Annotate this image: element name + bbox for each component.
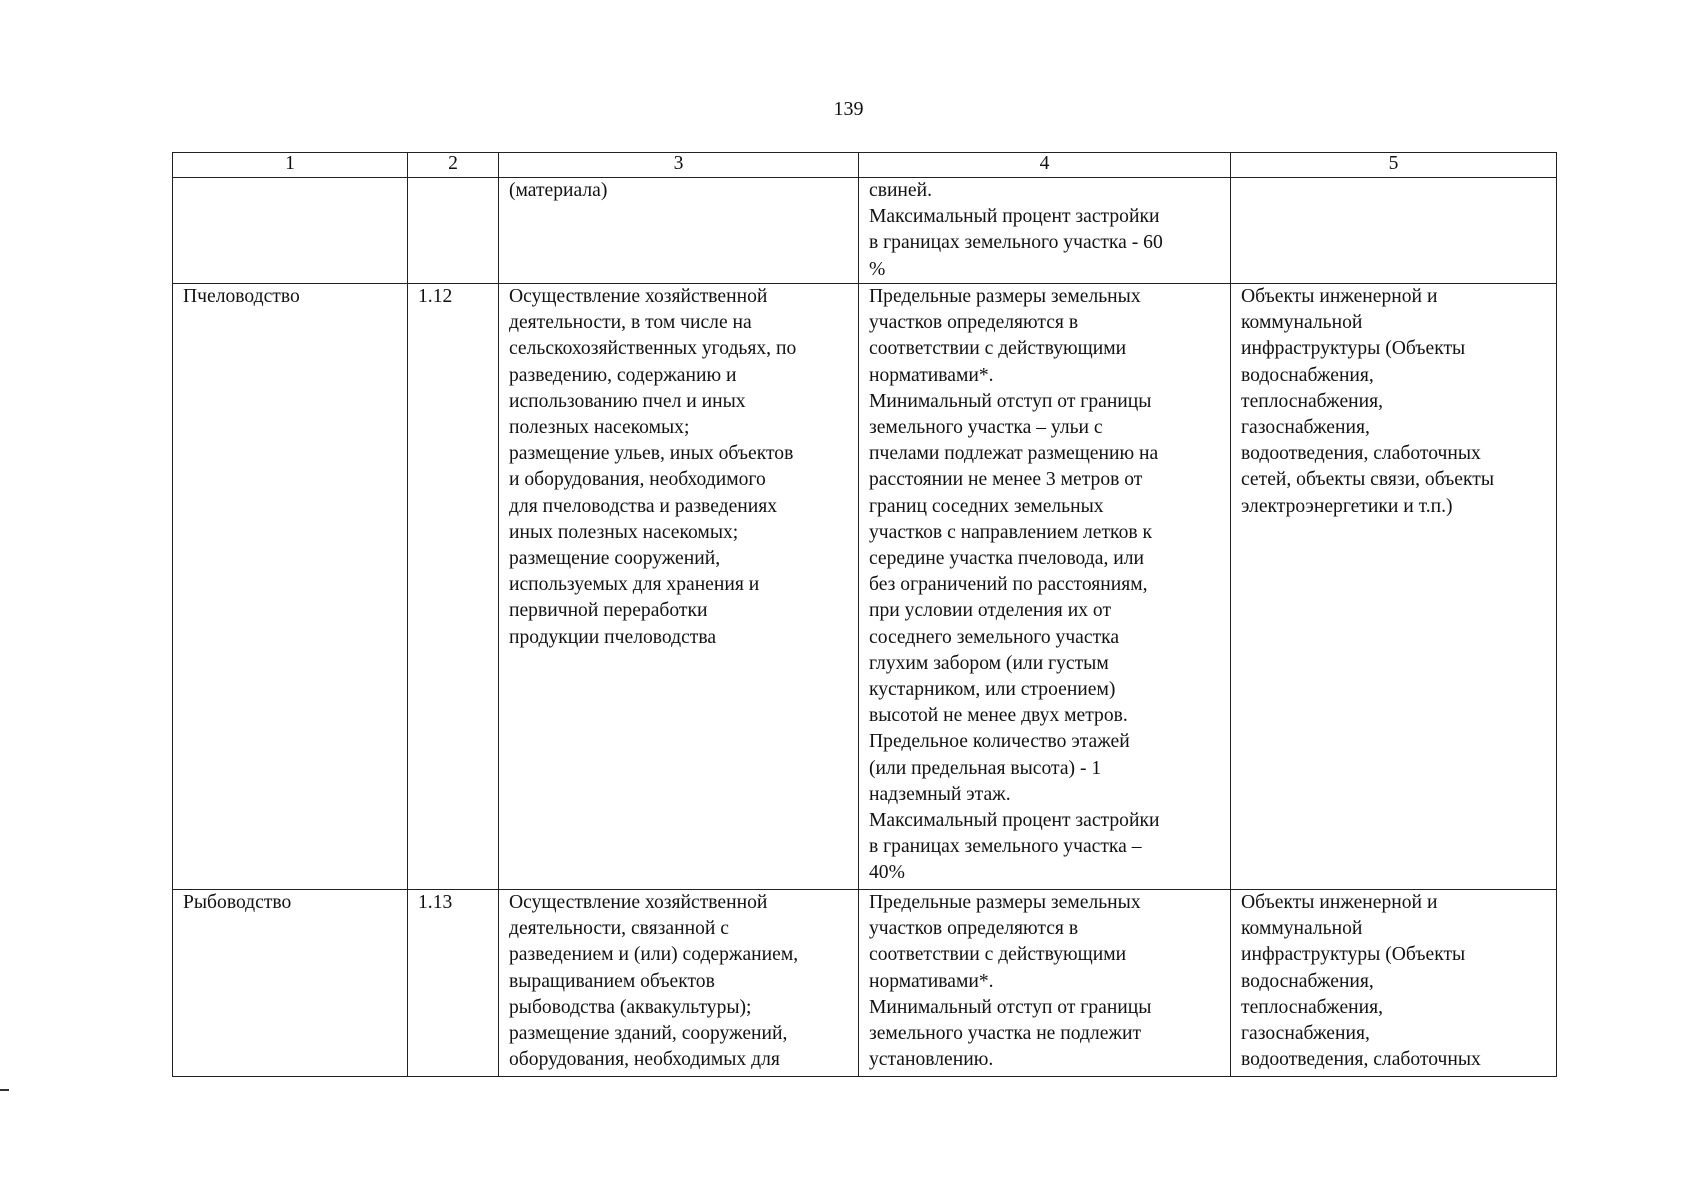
cell-text-line: участков определяются в — [869, 312, 1079, 334]
cell-text-line: соседнего земельного участка — [869, 626, 1120, 648]
cell-text-line: Максимальный процент застройки — [869, 206, 1160, 228]
cell-text-line: водоснабжения, — [1241, 970, 1374, 992]
cell-text-line: установлению. — [869, 1049, 994, 1071]
cell-text-line: соответствии с действующими — [869, 944, 1127, 966]
cell-text-line: размещение зданий, сооружений, — [509, 1023, 788, 1045]
cell-text-line: водоотведения, слаботочных — [1241, 1049, 1481, 1071]
cell-text-line: расстоянии не менее 3 метров от — [869, 469, 1143, 491]
land-use-description — [499, 284, 859, 890]
cell-text-line: Минимальный отступ от границы — [869, 996, 1152, 1018]
cell-text-line: нормативами*. — [869, 970, 994, 992]
land-use-name — [173, 284, 408, 890]
column-header: 4 — [859, 153, 1231, 178]
cell-text-line: границ соседних земельных — [869, 495, 1104, 517]
cell-text-line: Максимальный процент застройки — [869, 810, 1160, 832]
cell-text-line: разведению, содержанию и — [509, 364, 737, 386]
cell-text-line: размещение ульев, иных объектов — [509, 443, 794, 465]
cell-text-line: оборудования, необходимых для — [509, 1049, 780, 1071]
cell-text-line: Осуществление хозяйственной — [509, 286, 768, 307]
cell-text-line: высотой не менее двух метров. — [869, 705, 1128, 727]
cell-text-line: Объекты инженерной и — [1241, 286, 1438, 307]
cell-text-line: Предельные размеры земельных — [869, 892, 1141, 913]
land-use-name — [173, 178, 408, 284]
table-body — [173, 178, 1557, 1077]
table-row — [173, 284, 1557, 890]
cell-text-line: в границах земельного участка – — [869, 836, 1142, 858]
cell-text-line: деятельности, в том числе на — [509, 312, 752, 334]
cell-text-line: рыбоводства (аквакультуры); — [509, 996, 752, 1018]
cell-text-line: инфраструктуры (Объекты — [1241, 338, 1466, 360]
cell-text-line: разведением и (или) содержанием, — [509, 944, 799, 966]
cell-text-line: для пчеловодства и разведениях — [509, 495, 778, 517]
column-header: 1 — [173, 153, 408, 178]
cell-text-line: надземный этаж. — [869, 783, 1011, 805]
cell-text-line: сельскохозяйственных угодьях, по — [509, 338, 797, 360]
column-header: 5 — [1231, 153, 1557, 178]
cell-text-line: пчелами подлежат размещению на — [869, 443, 1159, 465]
land-use-code — [408, 178, 499, 284]
cell-text-line: земельного участка не подлежит — [869, 1023, 1142, 1045]
cell-text-line: (материала) — [509, 180, 608, 201]
cell-text-line: сетей, объекты связи, объекты — [1241, 469, 1494, 491]
land-use-infrastructure — [1231, 178, 1557, 284]
cell-text-line: газоснабжения, — [1241, 417, 1370, 439]
cell-text-line: Минимальный отступ от границы — [869, 390, 1152, 412]
cell-text-line: при условии отделения их от — [869, 600, 1112, 622]
cell-text-line: продукции пчеловодства — [509, 626, 717, 648]
cell-text-line: кустарником, или строением) — [869, 679, 1116, 701]
land-use-infrastructure — [1231, 890, 1557, 1077]
cell-text-line: полезных насекомых; — [509, 417, 690, 439]
cell-text-line: инфраструктуры (Объекты — [1241, 944, 1466, 966]
cell-text-line: свиней. — [869, 180, 933, 201]
regulations-table — [172, 152, 1557, 1077]
land-use-description — [499, 178, 859, 284]
cell-text-line: Предельные размеры земельных — [869, 286, 1141, 307]
cell-text-line: Осуществление хозяйственной — [509, 892, 768, 913]
cell-text-line: и оборудования, необходимого — [509, 469, 766, 491]
table-row — [173, 178, 1557, 284]
cell-text-line: глухим забором (или густым — [869, 652, 1109, 674]
land-use-name — [173, 890, 408, 1077]
cell-text-line: участков определяются в — [869, 918, 1079, 940]
cell-text-line: нормативами*. — [869, 364, 994, 386]
cell-text-line: использованию пчел и иных — [509, 390, 746, 412]
cell-text-line: теплоснабжения, — [1241, 996, 1384, 1018]
cell-text-line: электроэнергетики и т.п.) — [1241, 495, 1453, 517]
cell-text-line: (или предельная высота) - 1 — [869, 757, 1102, 779]
table-row — [173, 890, 1557, 1077]
cell-text-line: в границах земельного участка - 60 — [869, 232, 1163, 254]
cell-text-line: выращиванием объектов — [509, 970, 715, 992]
table-header-row — [173, 153, 1557, 178]
land-use-parameters — [859, 890, 1231, 1077]
cell-text-line: без ограничений по расстояниям, — [869, 574, 1148, 596]
cell-text-line: % — [869, 258, 886, 280]
cell-text-line: используемых для хранения и — [509, 574, 760, 596]
cell-text-line: газоснабжения, — [1241, 1023, 1370, 1045]
cell-text-line: размещение сооружений, — [509, 548, 721, 570]
cell-text-line: Объекты инженерной и — [1241, 892, 1438, 913]
page-number: 139 — [833, 98, 864, 120]
cell-text: 1.12 — [418, 286, 453, 307]
cell-text-line: соответствии с действующими — [869, 338, 1127, 360]
land-use-code — [408, 284, 499, 890]
cell-text: Пчеловодство — [183, 286, 300, 307]
cell-text-line: деятельности, связанной с — [509, 918, 729, 940]
land-use-parameters — [859, 178, 1231, 284]
cell-text-line: коммунальной — [1241, 918, 1363, 940]
land-use-description — [499, 890, 859, 1077]
cell-text-line: водоснабжения, — [1241, 364, 1374, 386]
cell-text-line: иных полезных насекомых; — [509, 521, 739, 543]
cell-text-line: 40% — [869, 862, 905, 884]
cell-text: Рыбоводство — [183, 892, 292, 913]
cell-text-line: земельного участка – ульи с — [869, 417, 1103, 439]
land-use-parameters — [859, 284, 1231, 890]
cell-text-line: Предельное количество этажей — [869, 731, 1130, 753]
cell-text-line: теплоснабжения, — [1241, 390, 1384, 412]
cell-text-line: середине участка пчеловода, или — [869, 548, 1145, 570]
cell-text-line: первичной переработки — [509, 600, 708, 622]
margin-mark — [0, 1089, 9, 1091]
column-header: 3 — [499, 153, 859, 178]
land-use-code — [408, 890, 499, 1077]
cell-text-line: участков с направлением летков к — [869, 521, 1153, 543]
column-header: 2 — [408, 153, 499, 178]
cell-text-line: водоотведения, слаботочных — [1241, 443, 1481, 465]
cell-text-line: коммунальной — [1241, 312, 1363, 334]
land-use-infrastructure — [1231, 284, 1557, 890]
cell-text: 1.13 — [418, 892, 453, 913]
